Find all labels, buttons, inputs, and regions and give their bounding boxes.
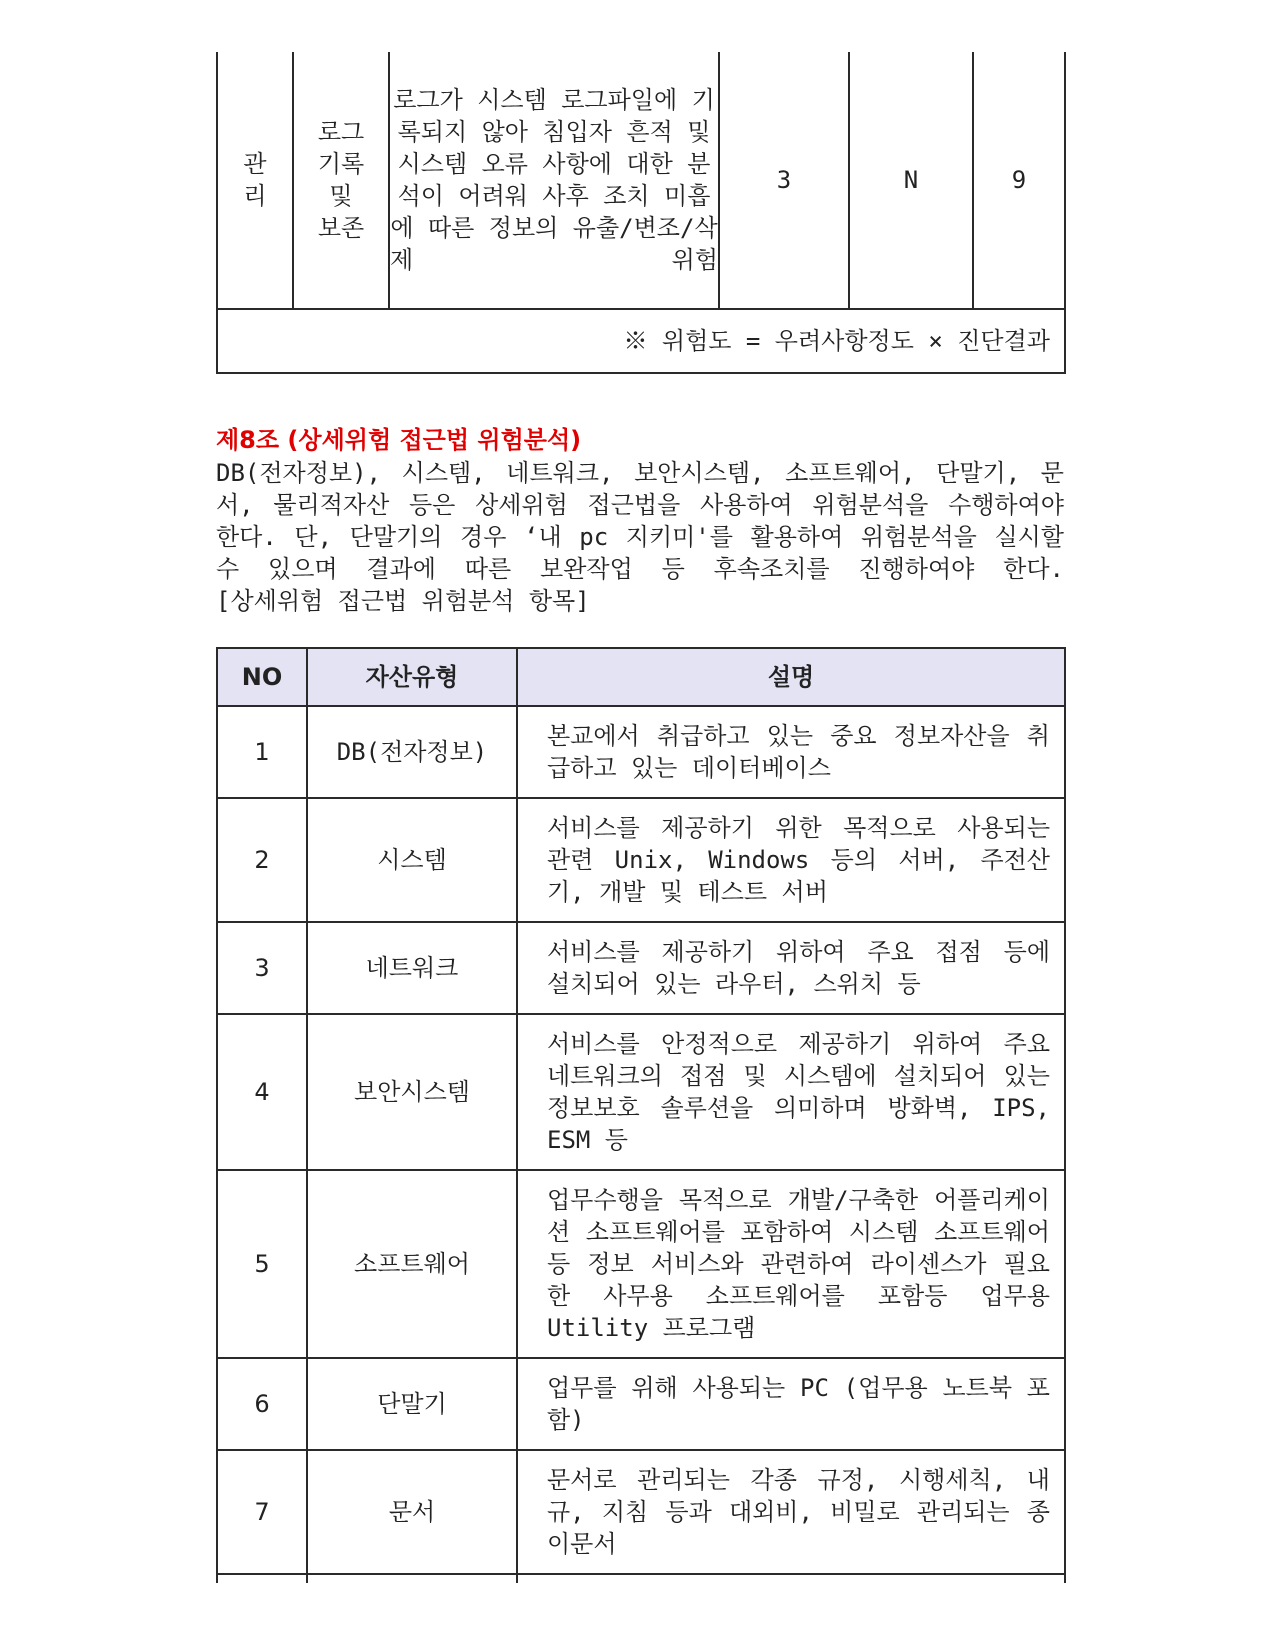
category-cell: 관 리 xyxy=(217,52,293,309)
article-subheading: [상세위험 접근법 위험분석 항목] xyxy=(216,587,590,615)
row-no: 4 xyxy=(217,1014,307,1170)
risk-score-cell: 9 xyxy=(973,52,1065,309)
row-no: 5 xyxy=(217,1170,307,1358)
table-row xyxy=(217,798,1065,922)
header-no: NO xyxy=(217,648,307,706)
empty-cell xyxy=(217,1574,307,1583)
row-description: 문서로 관리되는 각종 규정, 시행세칙, 내규, 지침 등과 대외비, 비밀로 관리되는 종이문서 xyxy=(517,1450,1065,1574)
table-row xyxy=(217,1358,1065,1450)
risk-result-table xyxy=(216,52,1066,374)
table-row xyxy=(217,1014,1065,1170)
row-description: 업무수행을 목적으로 개발/구축한 어플리케이션 소프트웨어를 포함하여 시스템 소프트웨어 등 정보 서비스와 관련하여 라이센스가 필요한 사무용 소프트웨어를 포함등 업무용 Utility 프로그램 xyxy=(517,1170,1065,1358)
row-no: 2 xyxy=(217,798,307,922)
table-header-row xyxy=(217,648,1065,706)
row-asset-type: 보안시스템 xyxy=(307,1014,517,1170)
row-asset-type: 문서 xyxy=(307,1450,517,1574)
row-asset-type: 네트워크 xyxy=(307,922,517,1014)
asset-type-table xyxy=(216,647,1066,1583)
row-no: 1 xyxy=(217,706,307,798)
header-description: 설명 xyxy=(517,648,1065,706)
empty-cell xyxy=(307,1574,517,1583)
article-body: DB(전자정보), 시스템, 네트워크, 보안시스템, 소프트웨어, 단말기, 문서, 물리적자산 등은 상세위험 접근법을 사용하여 위험분석을 수행하여야 한다. 단, 단말기의 경우 ‘내 pc 지키미'를 활용하여 위험분석을 실시할 수 있으며 결과에 따른 보완작업 등 후속조치를 진행하여야 한다. xyxy=(216,459,1064,583)
article-title: 제8조 (상세위험 접근법 위험분석) xyxy=(216,426,582,454)
table-row xyxy=(217,706,1065,798)
risk-formula-note: ※ 위험도 = 우려사항정도 × 진단결과 xyxy=(217,309,1065,373)
row-description: 서비스를 안정적으로 제공하기 위하여 주요 네트워크의 접점 및 시스템에 설치되어 있는 정보보호 솔루션을 의미하며 방화벽, IPS, ESM 등 xyxy=(517,1014,1065,1170)
formula-row xyxy=(217,309,1065,373)
header-asset-type: 자산유형 xyxy=(307,648,517,706)
table-row xyxy=(217,1170,1065,1358)
row-asset-type: 시스템 xyxy=(307,798,517,922)
article-section xyxy=(216,423,1064,617)
row-description: 업무를 위해 사용되는 PC (업무용 노트북 포함) xyxy=(517,1358,1065,1450)
item-cell: 로그 기록 및 보존 xyxy=(293,52,389,309)
row-no: 3 xyxy=(217,922,307,1014)
table-row xyxy=(217,1450,1065,1574)
row-description: 서비스를 제공하기 위하여 주요 접점 등에 설치되어 있는 라우터, 스위치 등 xyxy=(517,922,1065,1014)
row-no: 6 xyxy=(217,1358,307,1450)
concern-level-cell: 3 xyxy=(719,52,849,309)
table-row xyxy=(217,922,1065,1014)
row-asset-type: 단말기 xyxy=(307,1358,517,1450)
risk-description-cell: 로그가 시스템 로그파일에 기록되지 않아 침입자 흔적 및 시스템 오류 사항에 대한 분석이 어려워 사후 조치 미흡에 따른 정보의 유출/변조/삭제 위험 xyxy=(389,52,719,309)
row-description: 서비스를 제공하기 위한 목적으로 사용되는 관련 Unix, Windows 등의 서버, 주전산기, 개발 및 테스트 서버 xyxy=(517,798,1065,922)
diagnosis-result-cell: N xyxy=(849,52,973,309)
row-asset-type: DB(전자정보) xyxy=(307,706,517,798)
table-row xyxy=(217,52,1065,309)
row-no: 7 xyxy=(217,1450,307,1574)
row-description: 본교에서 취급하고 있는 중요 정보자산을 취급하고 있는 데이터베이스 xyxy=(517,706,1065,798)
row-asset-type: 소프트웨어 xyxy=(307,1170,517,1358)
empty-cell xyxy=(517,1574,1065,1583)
table-row-continuation xyxy=(217,1574,1065,1583)
